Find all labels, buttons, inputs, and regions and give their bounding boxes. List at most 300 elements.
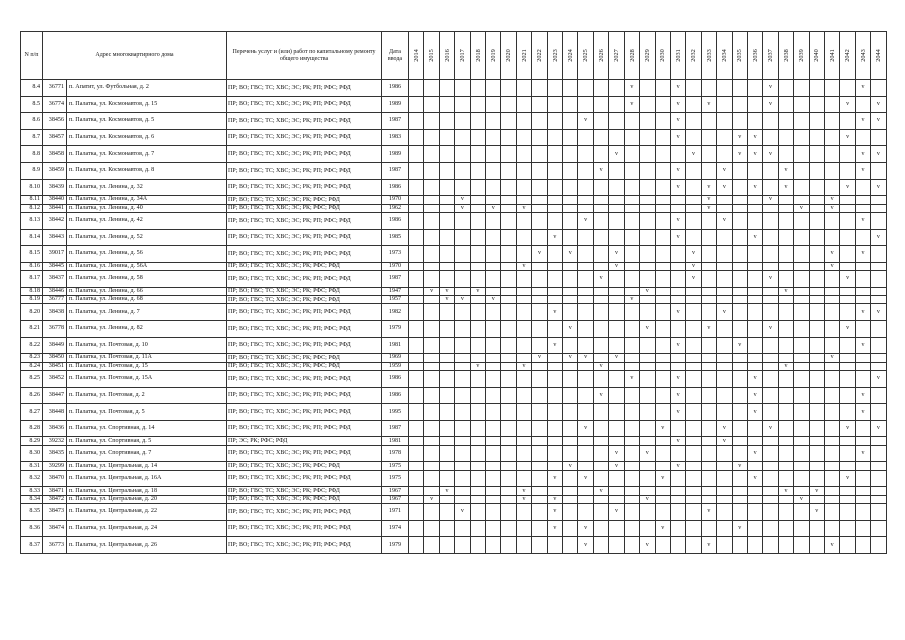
schedule-cell	[655, 287, 670, 295]
schedule-cell	[701, 462, 716, 470]
schedule-cell	[747, 537, 762, 554]
schedule-cell	[794, 437, 809, 445]
house-code: 36778	[43, 321, 67, 338]
house-code: 38458	[43, 146, 67, 163]
schedule-cell	[439, 212, 454, 229]
schedule-check-mark: v	[670, 462, 685, 470]
commission-year: 1979	[382, 321, 409, 338]
house-code: 38437	[43, 271, 67, 288]
table-row	[21, 113, 887, 130]
schedule-check-mark: v	[670, 129, 685, 146]
schedule-cell	[532, 321, 547, 338]
schedule-cell	[732, 371, 747, 388]
schedule-check-mark: v	[640, 321, 655, 338]
schedule-cell	[640, 162, 655, 179]
row-number: 8.4	[21, 80, 43, 97]
schedule-cell	[686, 113, 701, 130]
schedule-cell	[578, 495, 593, 503]
header-year: 2016	[439, 32, 454, 80]
commission-year: 1971	[382, 504, 409, 521]
schedule-cell	[624, 504, 639, 521]
schedule-cell	[516, 337, 531, 354]
house-address: п. Палатка, ул. Спортивная, д. 7	[67, 445, 227, 462]
schedule-check-mark: v	[871, 304, 886, 321]
schedule-cell	[794, 80, 809, 97]
schedule-cell	[470, 437, 485, 445]
schedule-cell	[501, 404, 516, 421]
schedule-cell	[824, 113, 839, 130]
schedule-cell	[824, 462, 839, 470]
schedule-cell	[640, 271, 655, 288]
schedule-cell	[470, 96, 485, 113]
schedule-check-mark: v	[439, 296, 454, 304]
schedule-cell	[747, 196, 762, 204]
schedule-check-mark: v	[439, 487, 454, 495]
schedule-cell	[409, 179, 424, 196]
table-row	[21, 96, 887, 113]
schedule-cell	[563, 271, 578, 288]
schedule-cell	[794, 445, 809, 462]
schedule-check-mark: v	[855, 212, 870, 229]
schedule-cell	[701, 287, 716, 295]
schedule-check-mark: v	[824, 537, 839, 554]
schedule-cell	[763, 404, 778, 421]
schedule-cell	[686, 204, 701, 212]
schedule-check-mark: v	[855, 246, 870, 263]
schedule-cell	[532, 179, 547, 196]
schedule-cell	[563, 146, 578, 163]
house-address: п. Палатка, ул. Почтовая, д. 10	[67, 337, 227, 354]
schedule-cell	[609, 362, 624, 370]
house-code: 38450	[43, 354, 67, 362]
schedule-cell	[747, 113, 762, 130]
schedule-cell	[516, 179, 531, 196]
schedule-cell	[670, 321, 685, 338]
schedule-check-mark: v	[563, 354, 578, 362]
row-number: 8.20	[21, 304, 43, 321]
house-address: п. Палатка, ул. Ленина, д. 52	[67, 229, 227, 246]
schedule-cell	[670, 287, 685, 295]
schedule-cell	[563, 113, 578, 130]
schedule-cell	[486, 271, 501, 288]
schedule-cell	[470, 146, 485, 163]
schedule-cell	[501, 146, 516, 163]
schedule-cell	[486, 462, 501, 470]
schedule-cell	[640, 437, 655, 445]
schedule-cell	[640, 296, 655, 304]
schedule-cell	[794, 196, 809, 204]
schedule-check-mark: v	[624, 296, 639, 304]
repair-services: ПР; ВО; ГВС; ТС; ХВС; ЭС; РК; РП; РФС; РФД	[227, 504, 382, 521]
schedule-cell	[409, 321, 424, 338]
schedule-cell	[578, 287, 593, 295]
schedule-cell	[593, 96, 608, 113]
commission-year: 1989	[382, 96, 409, 113]
house-code: 38470	[43, 470, 67, 487]
schedule-cell	[609, 537, 624, 554]
schedule-cell	[439, 371, 454, 388]
schedule-cell	[747, 504, 762, 521]
house-code: 38447	[43, 387, 67, 404]
commission-year: 1995	[382, 404, 409, 421]
schedule-cell	[424, 113, 439, 130]
schedule-cell	[501, 113, 516, 130]
schedule-check-mark: v	[609, 462, 624, 470]
schedule-check-mark: v	[717, 437, 732, 445]
schedule-cell	[809, 287, 824, 295]
house-address: п. Палатка, ул. Почтовая, д. 11А	[67, 354, 227, 362]
schedule-cell	[486, 520, 501, 537]
table-row	[21, 246, 887, 263]
schedule-cell	[424, 504, 439, 521]
schedule-cell	[455, 80, 470, 97]
house-code: 36774	[43, 96, 67, 113]
schedule-cell	[486, 362, 501, 370]
schedule-cell	[516, 321, 531, 338]
schedule-cell	[486, 162, 501, 179]
schedule-cell	[855, 420, 870, 437]
schedule-check-mark: v	[547, 520, 562, 537]
schedule-cell	[578, 262, 593, 270]
schedule-cell	[593, 337, 608, 354]
schedule-cell	[593, 80, 608, 97]
schedule-cell	[824, 296, 839, 304]
schedule-cell	[824, 179, 839, 196]
schedule-cell	[409, 146, 424, 163]
house-address: п. Палатка, ул. Космонавтов, д. 6	[67, 129, 227, 146]
schedule-cell	[871, 296, 886, 304]
repair-services: ПР; ВО; ГВС; ТС; ХВС; ЭС; РК; РФС; РФД	[227, 354, 382, 362]
schedule-cell	[516, 470, 531, 487]
schedule-cell	[640, 462, 655, 470]
schedule-cell	[455, 437, 470, 445]
schedule-cell	[717, 354, 732, 362]
schedule-cell	[516, 271, 531, 288]
schedule-cell	[763, 504, 778, 521]
row-number: 8.24	[21, 362, 43, 370]
schedule-check-mark: v	[609, 246, 624, 263]
schedule-cell	[717, 504, 732, 521]
schedule-cell	[871, 80, 886, 97]
schedule-cell	[547, 262, 562, 270]
schedule-cell	[871, 162, 886, 179]
schedule-cell	[470, 470, 485, 487]
schedule-check-mark: v	[778, 362, 793, 370]
schedule-cell	[563, 129, 578, 146]
schedule-cell	[778, 504, 793, 521]
schedule-cell	[840, 162, 855, 179]
schedule-cell	[532, 113, 547, 130]
schedule-cell	[686, 96, 701, 113]
schedule-cell	[778, 437, 793, 445]
schedule-cell	[670, 196, 685, 204]
schedule-check-mark: v	[778, 179, 793, 196]
schedule-cell	[840, 487, 855, 495]
schedule-cell	[532, 271, 547, 288]
schedule-cell	[455, 371, 470, 388]
house-address: п. Палатка, ул. Центральная, д. 22	[67, 504, 227, 521]
schedule-cell	[732, 196, 747, 204]
schedule-check-mark: v	[840, 470, 855, 487]
schedule-cell	[747, 96, 762, 113]
house-address: п. Палатка, ул. Ленина, д. 56	[67, 246, 227, 263]
commission-year: 1981	[382, 337, 409, 354]
schedule-cell	[439, 387, 454, 404]
schedule-cell	[470, 487, 485, 495]
schedule-cell	[501, 179, 516, 196]
schedule-check-mark: v	[563, 246, 578, 263]
header-year: 2032	[686, 32, 701, 80]
schedule-cell	[424, 304, 439, 321]
house-code: 38457	[43, 129, 67, 146]
schedule-cell	[855, 129, 870, 146]
schedule-cell	[578, 371, 593, 388]
schedule-check-mark: v	[855, 146, 870, 163]
schedule-cell	[578, 271, 593, 288]
schedule-check-mark: v	[670, 337, 685, 354]
repair-services: ПР; ВО; ГВС; ТС; ХВС; ЭС; РК; РП; РФС; РФД	[227, 445, 382, 462]
schedule-cell	[809, 129, 824, 146]
schedule-cell	[809, 495, 824, 503]
schedule-cell	[455, 321, 470, 338]
schedule-cell	[409, 387, 424, 404]
schedule-cell	[655, 96, 670, 113]
schedule-check-mark: v	[732, 146, 747, 163]
schedule-check-mark: v	[871, 371, 886, 388]
house-code: 38448	[43, 404, 67, 421]
schedule-cell	[563, 80, 578, 97]
schedule-cell	[717, 362, 732, 370]
schedule-cell	[840, 462, 855, 470]
header-year: 2021	[516, 32, 531, 80]
schedule-cell	[655, 262, 670, 270]
schedule-cell	[470, 196, 485, 204]
house-code: 38474	[43, 520, 67, 537]
schedule-cell	[747, 271, 762, 288]
schedule-check-mark: v	[547, 229, 562, 246]
schedule-check-mark: v	[732, 462, 747, 470]
schedule-cell	[532, 520, 547, 537]
table-row	[21, 495, 887, 503]
repair-services: ПР; ВО; ГВС; ТС; ХВС; ЭС; РК; РФС; РФД	[227, 287, 382, 295]
table-row	[21, 437, 887, 445]
schedule-cell	[855, 96, 870, 113]
schedule-cell	[501, 80, 516, 97]
schedule-cell	[501, 271, 516, 288]
schedule-cell	[871, 262, 886, 270]
schedule-check-mark: v	[701, 504, 716, 521]
schedule-cell	[501, 304, 516, 321]
schedule-cell	[871, 246, 886, 263]
schedule-cell	[809, 162, 824, 179]
schedule-cell	[701, 520, 716, 537]
schedule-cell	[655, 80, 670, 97]
schedule-cell	[747, 462, 762, 470]
row-number: 8.23	[21, 354, 43, 362]
schedule-cell	[609, 321, 624, 338]
schedule-cell	[701, 212, 716, 229]
schedule-cell	[532, 404, 547, 421]
house-code: 38446	[43, 287, 67, 295]
schedule-cell	[486, 246, 501, 263]
schedule-cell	[794, 487, 809, 495]
schedule-cell	[547, 437, 562, 445]
schedule-check-mark: v	[670, 404, 685, 421]
schedule-cell	[593, 296, 608, 304]
table-row	[21, 146, 887, 163]
schedule-cell	[640, 470, 655, 487]
header-year: 2044	[871, 32, 886, 80]
schedule-cell	[532, 362, 547, 370]
schedule-cell	[855, 371, 870, 388]
row-number: 8.7	[21, 129, 43, 146]
schedule-cell	[763, 445, 778, 462]
schedule-cell	[563, 487, 578, 495]
schedule-cell	[516, 537, 531, 554]
schedule-cell	[670, 146, 685, 163]
schedule-cell	[486, 387, 501, 404]
schedule-cell	[701, 129, 716, 146]
schedule-cell	[763, 487, 778, 495]
schedule-check-mark: v	[778, 487, 793, 495]
schedule-cell	[501, 96, 516, 113]
schedule-cell	[486, 404, 501, 421]
schedule-cell	[455, 271, 470, 288]
schedule-cell	[578, 321, 593, 338]
house-address: п. Палатка, ул. Почтовая, д. 2	[67, 387, 227, 404]
schedule-cell	[547, 129, 562, 146]
commission-year: 1986	[382, 212, 409, 229]
row-number: 8.33	[21, 487, 43, 495]
schedule-cell	[455, 229, 470, 246]
schedule-cell	[640, 212, 655, 229]
schedule-cell	[701, 445, 716, 462]
schedule-cell	[516, 371, 531, 388]
row-number: 8.28	[21, 420, 43, 437]
schedule-cell	[532, 470, 547, 487]
repair-services: ПР; ВО; ГВС; ТС; ХВС; ЭС; РК; РФС; РФД	[227, 495, 382, 503]
row-number: 8.15	[21, 246, 43, 263]
house-address: п. Палатка, ул. Ленина, д. 82	[67, 321, 227, 338]
schedule-check-mark: v	[470, 287, 485, 295]
house-address: п. Палатка, ул. Центральная, д. 18	[67, 487, 227, 495]
schedule-cell	[439, 537, 454, 554]
repair-services: ПР; ВО; ГВС; ТС; ХВС; ЭС; РК; РП; РФС; РФД	[227, 179, 382, 196]
schedule-check-mark: v	[717, 420, 732, 437]
schedule-cell	[778, 96, 793, 113]
schedule-check-mark: v	[424, 495, 439, 503]
commission-year: 1957	[382, 296, 409, 304]
schedule-cell	[409, 262, 424, 270]
schedule-cell	[593, 246, 608, 263]
schedule-cell	[424, 537, 439, 554]
schedule-cell	[409, 196, 424, 204]
schedule-cell	[532, 296, 547, 304]
schedule-cell	[624, 113, 639, 130]
schedule-cell	[871, 321, 886, 338]
schedule-cell	[593, 146, 608, 163]
schedule-cell	[409, 371, 424, 388]
schedule-cell	[855, 321, 870, 338]
schedule-cell	[470, 129, 485, 146]
schedule-check-mark: v	[824, 354, 839, 362]
table-row	[21, 229, 887, 246]
schedule-cell	[840, 495, 855, 503]
schedule-cell	[794, 470, 809, 487]
schedule-cell	[778, 212, 793, 229]
schedule-cell	[547, 321, 562, 338]
schedule-check-mark: v	[578, 520, 593, 537]
schedule-cell	[455, 146, 470, 163]
schedule-cell	[809, 196, 824, 204]
schedule-cell	[840, 196, 855, 204]
row-number: 8.10	[21, 179, 43, 196]
schedule-cell	[547, 196, 562, 204]
schedule-cell	[409, 304, 424, 321]
repair-services: ПР; ВО; ГВС; ТС; ХВС; ЭС; РК; РП; РФС; РФД	[227, 537, 382, 554]
house-code: 38443	[43, 229, 67, 246]
schedule-cell	[624, 495, 639, 503]
schedule-cell	[624, 462, 639, 470]
schedule-check-mark: v	[563, 321, 578, 338]
schedule-check-mark: v	[516, 204, 531, 212]
schedule-cell	[409, 296, 424, 304]
header-year: 2034	[717, 32, 732, 80]
schedule-cell	[824, 470, 839, 487]
house-address: п. Палатка, ул. Ленина, д. 42	[67, 212, 227, 229]
schedule-cell	[501, 246, 516, 263]
schedule-cell	[547, 387, 562, 404]
schedule-cell	[470, 212, 485, 229]
schedule-cell	[563, 371, 578, 388]
schedule-cell	[871, 354, 886, 362]
schedule-cell	[747, 287, 762, 295]
schedule-cell	[593, 445, 608, 462]
schedule-cell	[778, 304, 793, 321]
schedule-cell	[609, 287, 624, 295]
header-year: 2040	[809, 32, 824, 80]
schedule-cell	[640, 354, 655, 362]
schedule-cell	[578, 445, 593, 462]
schedule-cell	[516, 387, 531, 404]
schedule-cell	[747, 296, 762, 304]
schedule-check-mark: v	[655, 520, 670, 537]
schedule-cell	[640, 337, 655, 354]
schedule-cell	[578, 246, 593, 263]
schedule-cell	[670, 354, 685, 362]
schedule-cell	[624, 271, 639, 288]
schedule-check-mark: v	[455, 204, 470, 212]
schedule-cell	[824, 404, 839, 421]
schedule-cell	[593, 371, 608, 388]
schedule-cell	[563, 304, 578, 321]
schedule-cell	[624, 229, 639, 246]
schedule-cell	[532, 304, 547, 321]
table-row	[21, 271, 887, 288]
row-number: 8.13	[21, 212, 43, 229]
schedule-cell	[486, 287, 501, 295]
house-address: п. Палатка, ул. Ленина, д. 40	[67, 204, 227, 212]
schedule-cell	[670, 537, 685, 554]
schedule-check-mark: v	[516, 362, 531, 370]
schedule-cell	[516, 520, 531, 537]
schedule-cell	[686, 462, 701, 470]
schedule-cell	[794, 321, 809, 338]
schedule-cell	[640, 196, 655, 204]
schedule-cell	[824, 80, 839, 97]
schedule-cell	[563, 179, 578, 196]
schedule-cell	[439, 420, 454, 437]
